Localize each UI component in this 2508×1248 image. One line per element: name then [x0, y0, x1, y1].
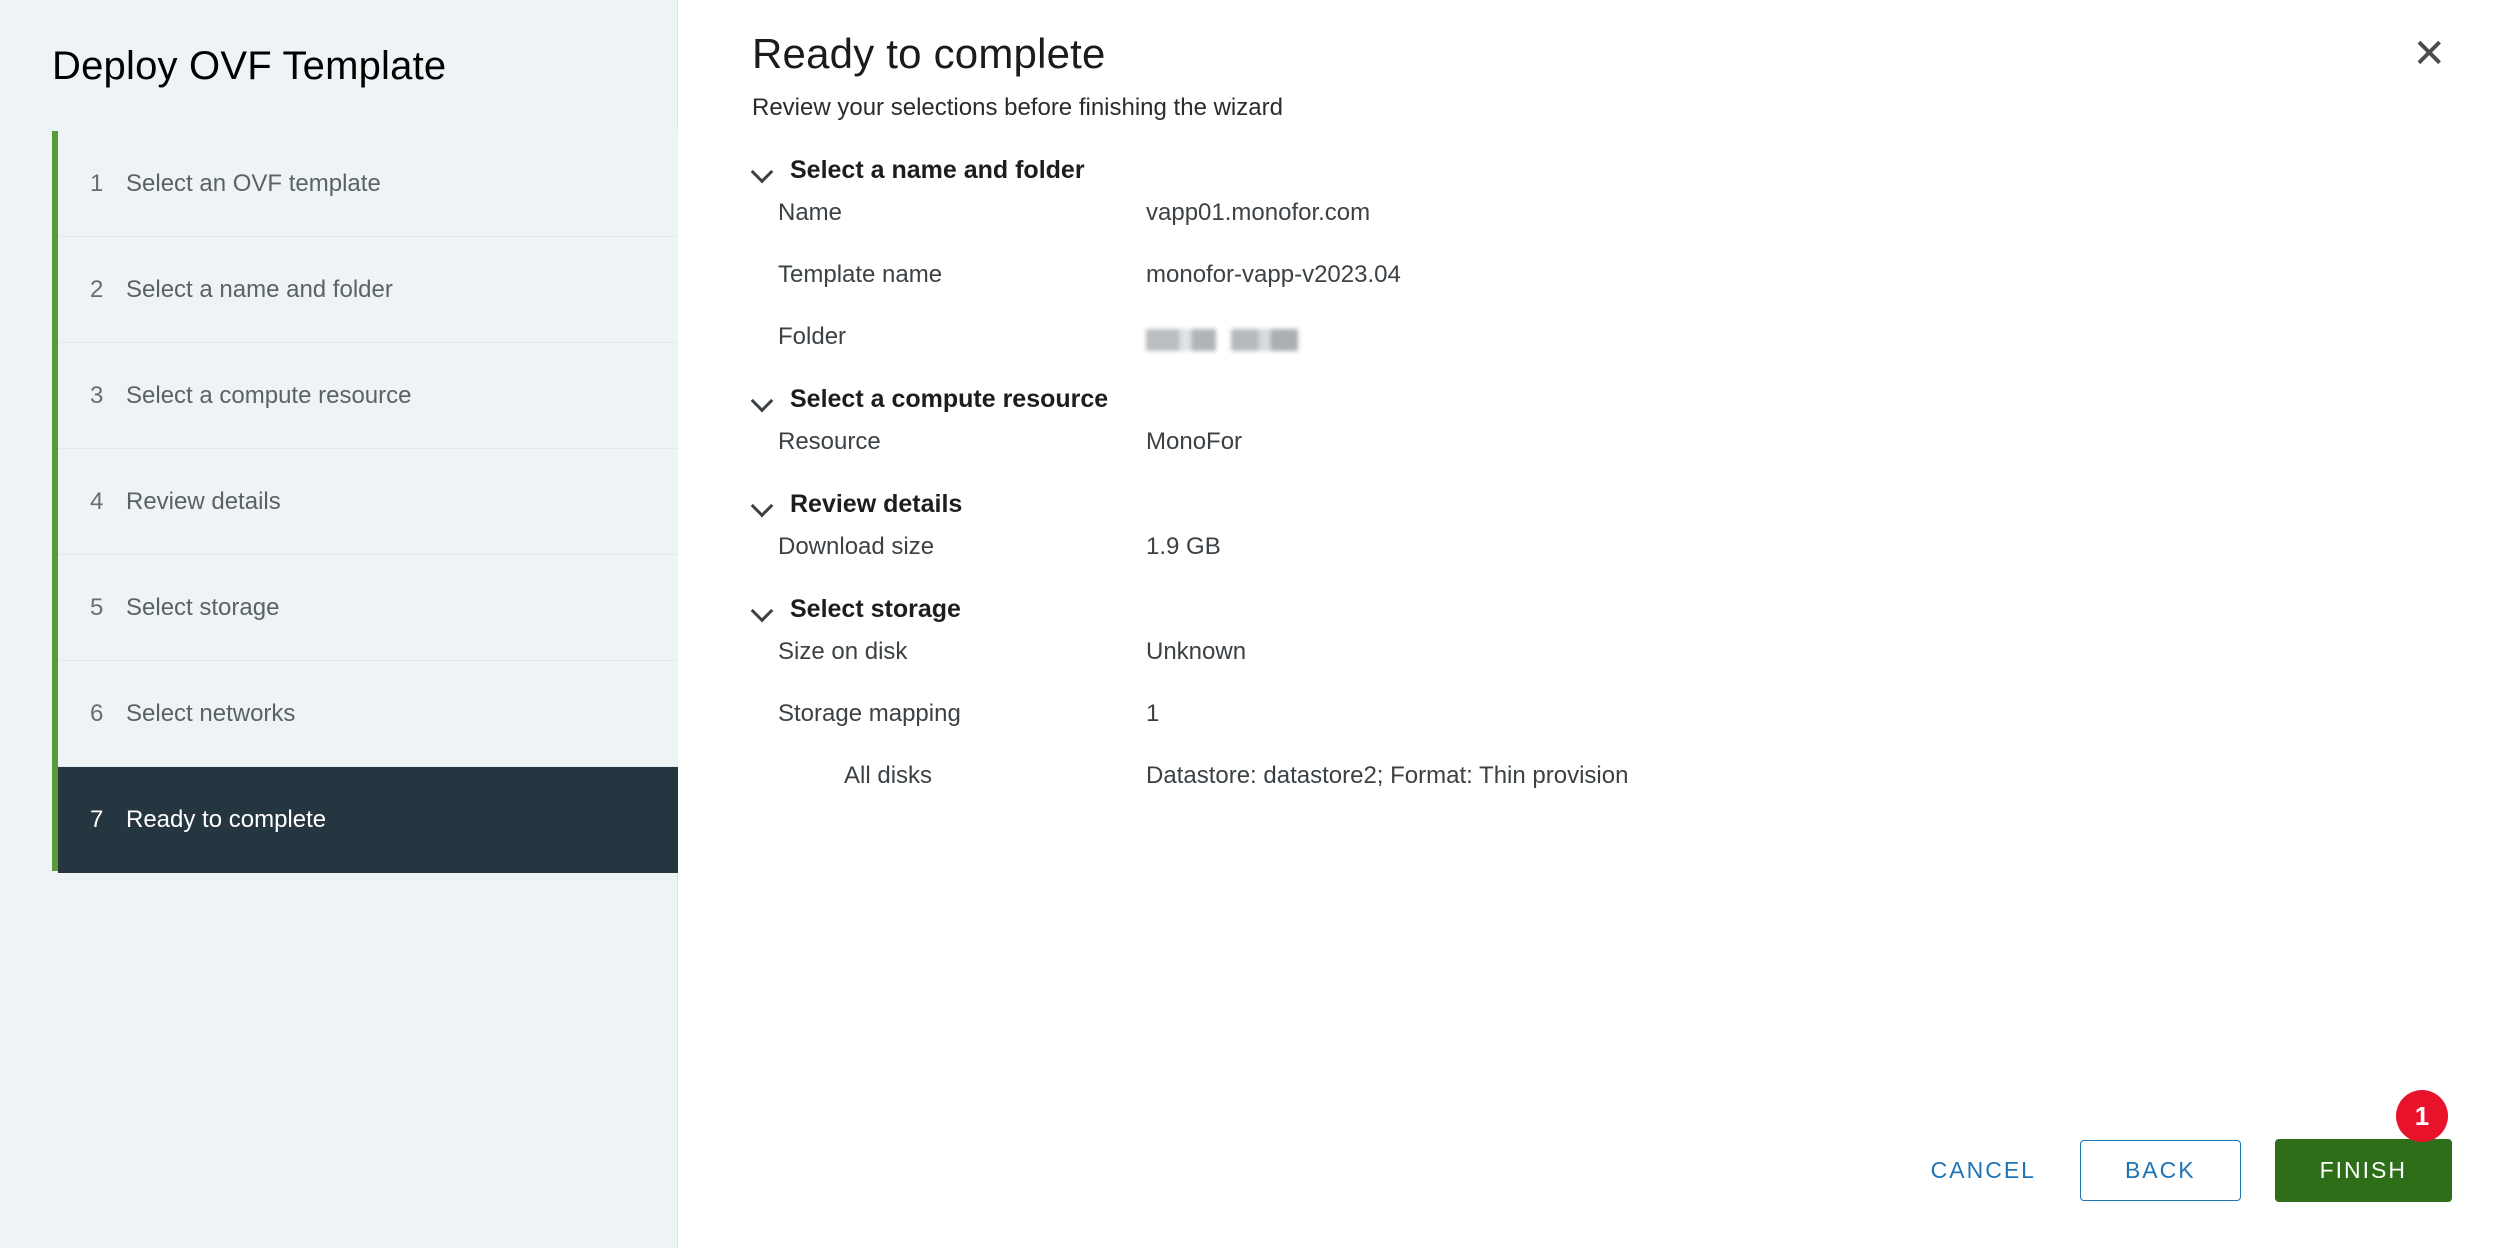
- step-number: 1: [90, 169, 104, 197]
- section-select-a-compute-resource: [752, 385, 2508, 490]
- summary-sections: [678, 122, 2508, 824]
- chevron-down-icon: [752, 494, 774, 516]
- summary-row: [752, 762, 2508, 824]
- section-header[interactable]: [752, 385, 2508, 414]
- sidebar-step-3[interactable]: [58, 343, 678, 449]
- step-label: Select networks: [126, 699, 296, 727]
- wizard-title: Deploy OVF Template: [52, 44, 447, 88]
- finish-button[interactable]: FINISH: [2275, 1139, 2452, 1202]
- section-select-a-name-and-folder: [752, 156, 2508, 385]
- step-number: 2: [90, 275, 104, 303]
- annotation-badge-1: 1: [2396, 1090, 2448, 1142]
- step-label: Select a name and folder: [126, 275, 393, 303]
- main-header: [678, 0, 2508, 78]
- cancel-button[interactable]: CANCEL: [1921, 1143, 2046, 1198]
- wizard-sidebar: [0, 0, 678, 1248]
- row-value: Unknown: [1146, 638, 1247, 665]
- page-title: Ready to complete: [752, 30, 1106, 77]
- sidebar-step-1[interactable]: [58, 131, 678, 237]
- redacted-value: [1146, 329, 1298, 351]
- section-select-storage: [752, 595, 2508, 824]
- summary-row: [752, 323, 2508, 385]
- step-number: 4: [90, 487, 104, 515]
- summary-row: [752, 261, 2508, 323]
- row-key: Template name: [778, 261, 943, 288]
- section-header[interactable]: [752, 156, 2508, 185]
- row-value: Datastore: datastore2; Format: Thin provision: [1146, 762, 1629, 789]
- chevron-down-icon: [752, 160, 774, 182]
- row-key: Folder: [778, 323, 847, 350]
- chevron-down-icon: [752, 599, 774, 621]
- sidebar-step-4[interactable]: [58, 449, 678, 555]
- step-number: 5: [90, 593, 104, 621]
- row-value-redacted: [1146, 323, 1298, 351]
- row-key: All disks: [844, 762, 933, 789]
- row-key: Download size: [778, 533, 935, 560]
- step-label: Select a compute resource: [126, 381, 412, 409]
- step-number: 7: [90, 806, 104, 833]
- section-title: Select a compute resource: [790, 385, 1109, 413]
- close-icon[interactable]: ✕: [2406, 30, 2452, 78]
- section-review-details: [752, 490, 2508, 595]
- page-subtitle: Review your selections before finishing the wizard: [752, 94, 1283, 121]
- sidebar-step-7[interactable]: [58, 767, 678, 873]
- row-key: Storage mapping: [778, 700, 961, 727]
- sidebar-step-6[interactable]: [58, 661, 678, 767]
- summary-row: [752, 533, 2508, 595]
- section-header[interactable]: [752, 490, 2508, 519]
- step-label: Review details: [126, 487, 281, 515]
- summary-row: [752, 428, 2508, 490]
- back-button[interactable]: BACK: [2080, 1140, 2241, 1201]
- summary-row: [752, 700, 2508, 762]
- section-title: Select a name and folder: [790, 156, 1085, 184]
- row-key: Size on disk: [778, 638, 908, 665]
- section-header[interactable]: [752, 595, 2508, 624]
- row-value: vapp01.monofor.com: [1146, 199, 1371, 226]
- sidebar-step-5[interactable]: [58, 555, 678, 661]
- step-number: 6: [90, 699, 104, 727]
- summary-row: [752, 638, 2508, 700]
- step-label: Select storage: [126, 593, 280, 621]
- row-value: monofor-vapp-v2023.04: [1146, 261, 1401, 288]
- step-number: 3: [90, 381, 104, 409]
- row-value: 1.9 GB: [1146, 533, 1221, 560]
- wizard-main-panel: [678, 0, 2508, 1248]
- row-value: MonoFor: [1146, 428, 1243, 455]
- row-value: 1: [1146, 700, 1160, 727]
- section-title: Select storage: [790, 595, 961, 623]
- sidebar-step-2[interactable]: [58, 237, 678, 343]
- wizard-footer: [1921, 1139, 2452, 1202]
- step-label: Ready to complete: [126, 806, 327, 833]
- section-title: Review details: [790, 490, 963, 518]
- row-key: Resource: [778, 428, 881, 455]
- summary-row: [752, 199, 2508, 261]
- chevron-down-icon: [752, 389, 774, 411]
- wizard-steps: [0, 131, 677, 873]
- row-key: Name: [778, 199, 843, 226]
- step-label: Select an OVF template: [126, 169, 381, 197]
